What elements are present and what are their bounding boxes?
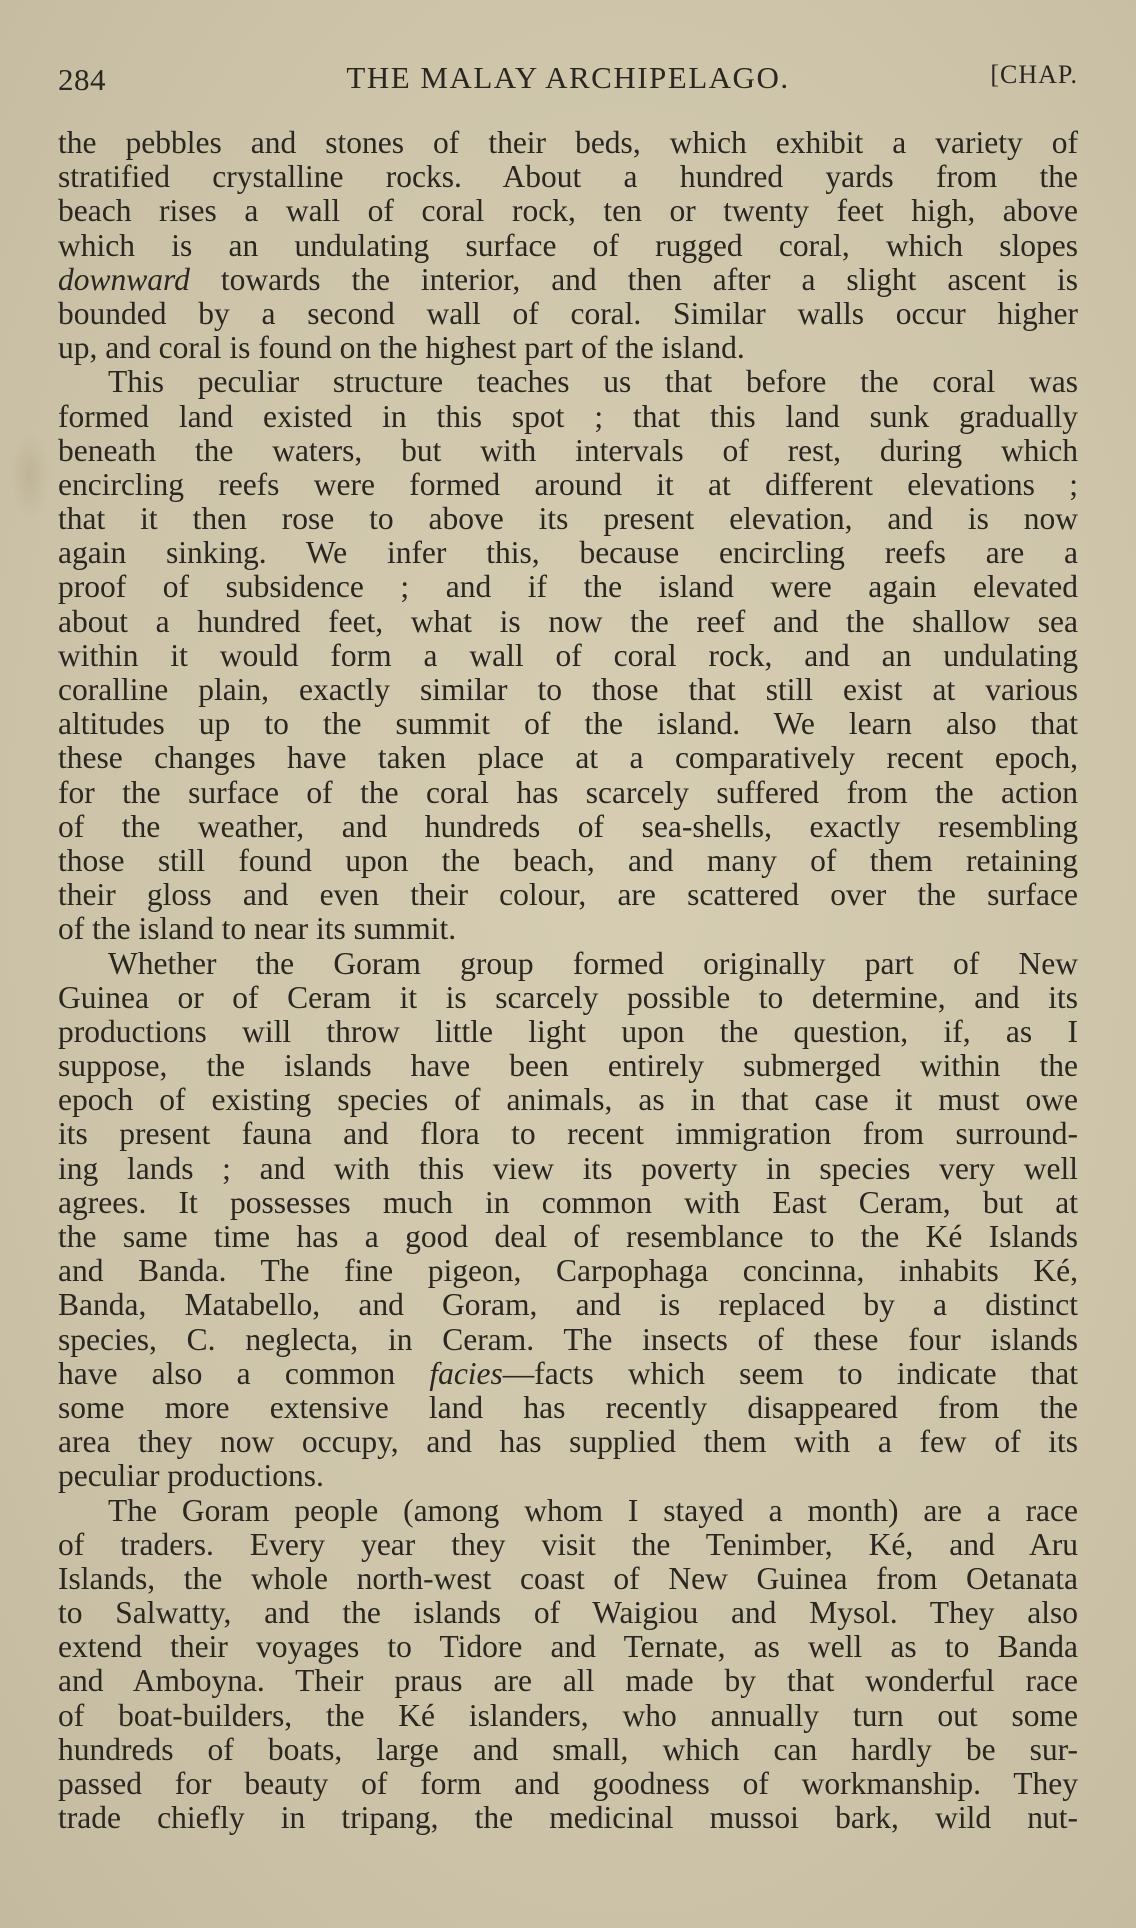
text-line: Banda, Matabello, and Goram, and is replaced by a distinct: [58, 1287, 1078, 1323]
running-title: THE MALAY ARCHIPELAGO.: [346, 60, 790, 95]
text-line: The Goram people (among whom I stayed a month) are a race: [108, 1492, 1078, 1528]
text-line: altitudes up to the summit of the island. We learn also that: [58, 706, 1078, 742]
text-line: formed land existed in this spot ; that this land sunk gradually: [58, 398, 1078, 434]
text-line: again sinking. We infer this, because encircling reefs are a: [58, 535, 1078, 571]
text-span: —facts which seem to indicate that: [502, 1355, 1079, 1391]
text-line: of the island to near its summit.: [58, 911, 457, 947]
chapter-mark: [CHAP.: [990, 60, 1078, 89]
italic-text: downward: [58, 261, 190, 297]
text-line: species, C. neglecta, in Ceram. The insects of these four islands: [58, 1321, 1078, 1357]
text-line: Guinea or of Ceram it is scarcely possible to determine, and its: [58, 979, 1078, 1015]
text-line: encircling reefs were formed around it at different elevations ;: [58, 466, 1078, 502]
text-line: its present fauna and flora to recent immigration from surround-: [58, 1116, 1078, 1152]
text-line: epoch of existing species of animals, as in that case it must owe: [58, 1082, 1078, 1118]
text-line: [58, 263, 1078, 297]
text-line: suppose, the islands have been entirely submerged within the: [58, 1048, 1078, 1084]
text-line: beneath the waters, but with intervals of rest, during which: [58, 432, 1078, 468]
text-line: area they now occupy, and has supplied them with a few of its: [58, 1424, 1078, 1460]
text-span: have also a common: [58, 1355, 430, 1391]
text-line: their gloss and even their colour, are scattered over the surface: [58, 877, 1078, 913]
text-line: of traders. Every year they visit the Tenimber, Ké, and Aru: [58, 1526, 1078, 1562]
text-line: [58, 1357, 1078, 1391]
text-line: bounded by a second wall of coral. Similar walls occur higher: [58, 295, 1078, 331]
text-line: within it would form a wall of coral rock, and an undulating: [58, 637, 1078, 673]
text-line: extend their voyages to Tidore and Ternate, as well as to Banda: [58, 1629, 1078, 1665]
italic-text: facies: [429, 1355, 503, 1391]
text-line: proof of subsidence ; and if the island were again elevated: [58, 569, 1078, 605]
text-line: those still found upon the beach, and many of them retaining: [58, 842, 1078, 878]
text-line: and Banda. The fine pigeon, Carpophaga concinna, inhabits Ké,: [58, 1253, 1078, 1289]
text-line: passed for beauty of form and goodness of workmanship. They: [58, 1766, 1078, 1801]
text-line: beach rises a wall of coral rock, ten or twenty feet high, above: [58, 193, 1078, 229]
text-span: towards the interior, and then after a slight ascent is: [189, 261, 1078, 297]
page-number: 284: [58, 62, 106, 97]
text-line: trade chiefly in tripang, the medicinal mussoi bark, wild nut-: [58, 1800, 1078, 1836]
text-line: Islands, the whole north-west coast of New Guinea from Oetanata: [58, 1560, 1078, 1596]
text-line: of boat-builders, the Ké islanders, who annually turn out some: [58, 1697, 1078, 1733]
text-line: peculiar productions.: [58, 1458, 324, 1494]
text-line: up, and coral is found on the highest part of the island.: [58, 330, 745, 366]
text-line: coralline plain, exactly similar to those that still exist at various: [58, 672, 1078, 707]
text-line: that it then rose to above its present elevation, and is now: [58, 501, 1078, 537]
text-line: about a hundred feet, what is now the reef and the shallow sea: [58, 603, 1078, 639]
text-line: ing lands ; and with this view its poverty in species very well: [58, 1150, 1078, 1186]
text-line: the same time has a good deal of resemblance to the Ké Islands: [58, 1219, 1078, 1254]
text-line: these changes have taken place at a comparatively recent epoch,: [58, 740, 1078, 776]
text-line: and Amboyna. Their praus are all made by that wonderful race: [58, 1663, 1078, 1699]
text-line: This peculiar structure teaches us that before the coral was: [108, 364, 1078, 400]
text-line: Whether the Goram group formed originally part of New: [108, 945, 1078, 981]
text-line: for the surface of the coral has scarcely suffered from the action: [58, 774, 1078, 810]
text-line: which is an undulating surface of rugged coral, which slopes: [58, 227, 1078, 263]
paper-stain: [10, 430, 50, 520]
running-head: [58, 56, 1078, 96]
text-line: agrees. It possesses much in common with East Ceram, but at: [58, 1184, 1078, 1220]
text-line: hundreds of boats, large and small, which can hardly be sur-: [58, 1731, 1078, 1767]
text-line: productions will throw little light upon the question, if, as I: [58, 1013, 1078, 1049]
text-line: of the weather, and hundreds of sea-shells, exactly resembling: [58, 808, 1078, 844]
text-line: some more extensive land has recently disappeared from the: [58, 1389, 1078, 1425]
text-line: to Salwatty, and the islands of Waigiou and Mysol. They also: [58, 1595, 1078, 1631]
text-line: the pebbles and stones of their beds, which exhibit a variety of: [58, 125, 1078, 160]
text-line: stratified crystalline rocks. About a hundred yards from the: [58, 159, 1078, 195]
body-text: [58, 126, 1078, 1835]
